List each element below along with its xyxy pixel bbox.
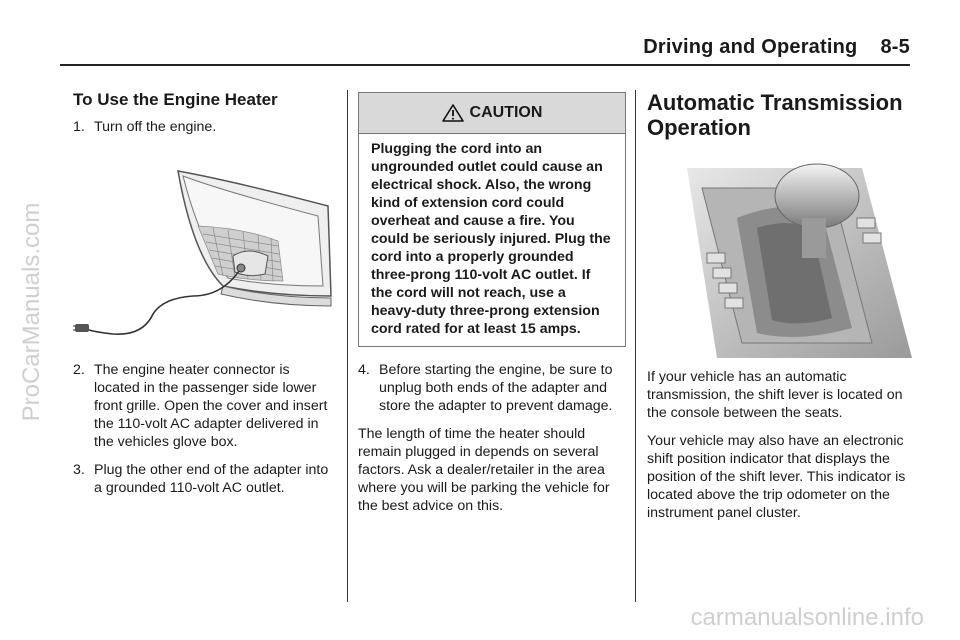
column-divider-2 — [635, 90, 636, 602]
caution-header — [359, 93, 625, 134]
column-left — [73, 90, 335, 507]
step-number: 4. — [358, 362, 370, 378]
engine-heater-illustration — [73, 146, 335, 361]
step-number: 2. — [73, 362, 85, 378]
step-text: Before starting the engine, be sure to unplug both ends of the adapter and store the adapter to prevent damage. — [379, 362, 613, 414]
page-header — [60, 36, 910, 66]
caution-label: CAUTION — [469, 104, 543, 121]
side-watermark: ProCarManuals.com — [18, 202, 45, 422]
step-number: 3. — [73, 462, 85, 478]
transmission-paragraph-2: Your vehicle may also have an electronic shift position indicator that displays the position of the shift lever. This indicator is located above the trip odometer on the instrument panel cluster. — [647, 433, 906, 521]
step-2 — [73, 361, 335, 451]
section-heading-transmission: Automatic Transmission Operation — [647, 90, 903, 140]
header-title: Driving and Operating 8-5 — [643, 36, 910, 58]
step-3 — [73, 461, 335, 497]
heater-duration-paragraph: The length of time the heater should remain plugged in depends on several factors. Ask a dealer/retailer in the area where you will be parking the vehicle for the best advice on this. — [358, 426, 610, 514]
step-text: Turn off the engine. — [94, 119, 217, 135]
section-heading-engine-heater: To Use the Engine Heater — [73, 90, 278, 109]
caution-box — [358, 92, 626, 347]
step-text: Plug the other end of the adapter into a grounded 110-volt AC outlet. — [94, 462, 329, 496]
column-right — [647, 90, 917, 532]
step-4 — [358, 361, 626, 415]
transmission-paragraph-1: If your vehicle has an automatic transmission, the shift lever is located on the console between the seats. — [647, 369, 903, 421]
step-1 — [73, 118, 335, 136]
step-text: The engine heater connector is located in the passenger side lower front grille. Open the cover and insert the 110-volt AC adapter delivered in the vehicles glove box. — [94, 362, 328, 450]
caution-text: Plugging the cord into an ungrounded outlet could cause an electrical shock. Also, the wrong kind of extension cord could overheat and cause a fire. You could be seriously injured. Plug the cord into a properly grounded three-prong 110-volt AC outlet. If the cord will not reach, use a heavy-duty three-prong extension cord rated for at least 15 amps. — [371, 141, 611, 337]
column-divider-1 — [347, 90, 348, 602]
bottom-watermark: carmanualsonline.info — [690, 604, 924, 631]
column-middle — [358, 90, 626, 525]
warning-triangle-icon — [442, 104, 464, 122]
shift-lever-illustration — [647, 158, 917, 358]
step-number: 1. — [73, 119, 85, 135]
